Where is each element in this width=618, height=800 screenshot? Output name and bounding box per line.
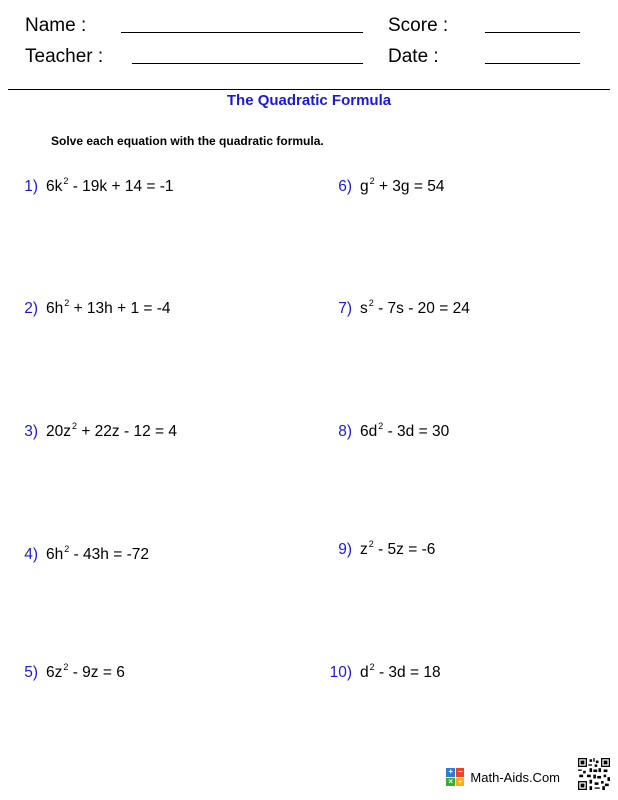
problem-number: 10) [329,664,352,681]
problem-10: 10) $d^2 - 3d = 18$ [324,664,441,682]
problem-8: 8) $6d^2 - 3d = 30$ [324,423,449,441]
score-line[interactable] [485,32,580,33]
problem-3: 3) $20z^2 + 22z - 12 = 4$ [10,423,177,441]
problem-number: 2) [24,300,38,317]
problem-number: 6) [338,178,352,195]
teacher-label: Teacher : [25,46,104,67]
problem-number: 4) [24,546,38,563]
name-line[interactable] [121,32,363,33]
qr-code-icon [578,758,610,790]
problem-6: 6) $g^2 + 3g = 54$ [324,178,444,196]
name-label: Name : [25,15,87,36]
header-divider [8,89,610,90]
problem-1: 1) $6k^2 - 19k + 14 = -1$ [10,178,174,196]
problem-number: 9) [338,541,352,558]
problem-7: 7) $s^2 - 7s - 20 = 24$ [324,300,470,318]
problem-4: 4) $6h^2 - 43h = -72$ [10,546,149,564]
problem-2: 2) $6h^2 + 13h + 1 = -4$ [10,300,171,318]
problem-number: 5) [24,664,38,681]
math-aids-logo-icon: + − × ÷ [448,767,463,786]
date-label: Date : [388,46,439,67]
date-line[interactable] [485,63,580,64]
score-label: Score : [388,15,449,36]
problem-number: 3) [24,423,38,440]
problem-number: 1) [24,178,38,195]
problem-9: 9) $z^2 - 5z = -6$ [324,541,435,559]
teacher-line[interactable] [132,63,363,64]
problem-5: 5) $6z^2 - 9z = 6$ [10,664,125,682]
footer-site-link[interactable]: Math-Aids.Com [470,769,560,785]
instructions: Solve each equation with the quadratic formula. [51,134,324,148]
problem-number: 7) [338,300,352,317]
worksheet-title: The Quadratic Formula [226,92,392,109]
problem-number: 8) [338,423,352,440]
footer-brand[interactable] [446,768,560,786]
